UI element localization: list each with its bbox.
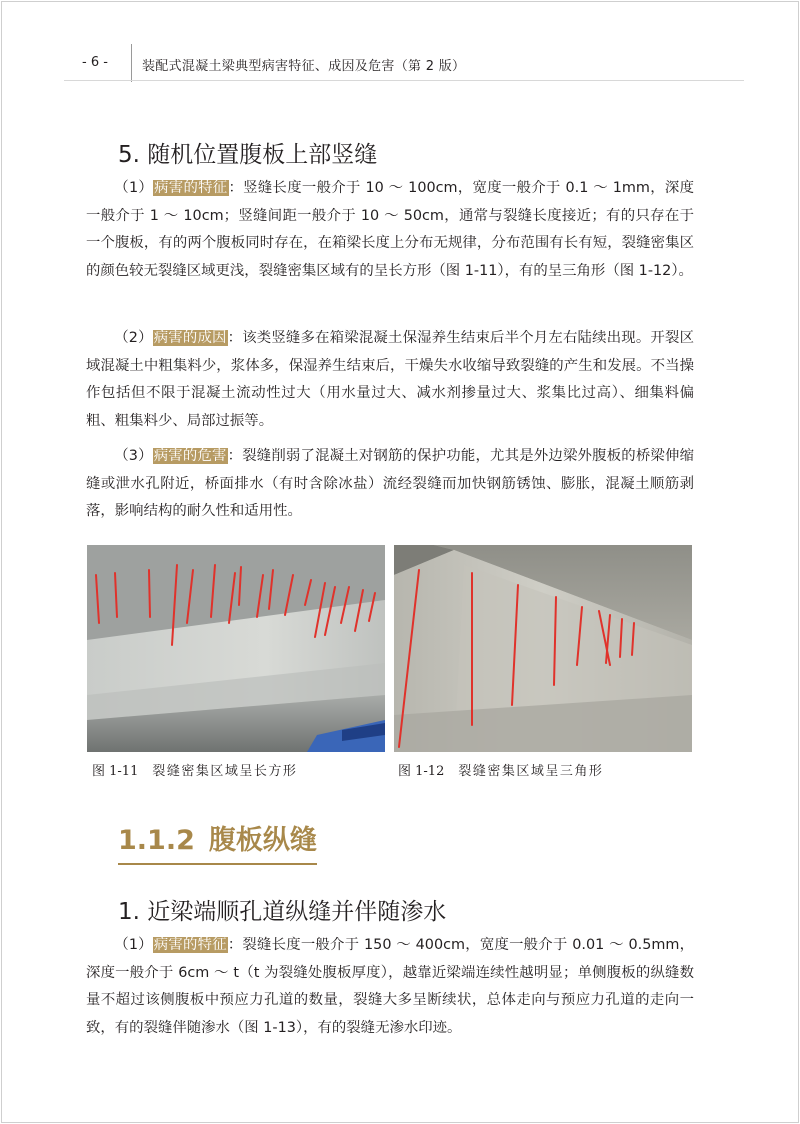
paragraph-text: ：裂缝长度一般介于 150 ～ 400cm，宽度一般介于 0.01 ～ 0.5mm，深度一般介于 6cm ～ t（t 为裂缝处腹板厚度），越靠近梁端连续性越明显；单侧腹板的纵缝数量不超过该侧腹板中预应力孔道的数量，裂缝大多呈断续状，总体走向与预应力孔道的走向一致，有的裂缝伴随渗水（图 1-13），有的裂缝无渗水印迹。 [86, 937, 695, 1036]
item-prefix: （1） [114, 937, 153, 953]
running-title: 装配式混凝土梁典型病害特征、成因及危害（第 2 版） [142, 59, 466, 74]
photo-figure-1-12 [394, 545, 692, 752]
paragraph-features-longitudinal [86, 932, 694, 1042]
figure-number: 图 1-11 [92, 764, 139, 779]
section-title-5: 5. 随机位置腹板上部竖缝 [118, 142, 378, 168]
header-rule [64, 80, 744, 81]
page-number: - 6 - [82, 55, 108, 70]
item-prefix: （2） [114, 330, 153, 346]
item-prefix: （1） [114, 180, 154, 196]
figure-caption-1-11 [92, 760, 297, 779]
label-features: 病害的特征 [153, 937, 227, 953]
paragraph-text: ：裂缝削弱了混凝土对钢筋的保护功能，尤其是外边梁外腹板的桥梁伸缩缝或泄水孔附近，桥面排水（有时含除冰盐）流经裂缝而加快钢筋锈蚀、膨胀，混凝土顺筋剥落，影响结构的耐久性和适用性。 [86, 448, 694, 519]
label-features: 病害的特征 [154, 180, 228, 196]
subsection-title: 腹板纵缝 [208, 825, 317, 856]
figure-number: 图 1-12 [398, 764, 445, 779]
header-divider [131, 44, 132, 82]
paragraph-causes [86, 325, 694, 435]
page-header [0, 0, 800, 90]
paragraph-hazards [86, 443, 694, 526]
figure-caption-text: 裂缝密集区域呈三角形 [458, 764, 604, 779]
label-causes: 病害的成因 [153, 330, 227, 346]
figure-caption-1-12 [398, 760, 603, 779]
subsection-number: 1.1.2 [118, 825, 195, 856]
paragraph-text: ：竖缝长度一般介于 10 ～ 100cm，宽度一般介于 0.1 ～ 1mm，深度一般介于 1 ～ 10cm；竖缝间距一般介于 10 ～ 50cm，通常与裂缝长度接近；有的只存在于一个腹板，有的两个腹板同时存在，在箱梁长度上分布无规律，分布范围有长有短，裂缝密集区的颜色较无裂缝区域更浅，裂缝密集区域有的呈长方形（图 1-11），有的呈三角形（图 1-12）。 [86, 180, 694, 279]
paragraph-features [86, 175, 694, 285]
section-title-1: 1. 近梁端顺孔道纵缝并伴随渗水 [118, 899, 447, 925]
figure-caption-text: 裂缝密集区域呈长方形 [152, 764, 298, 779]
item-prefix: （3） [114, 448, 153, 464]
label-hazards: 病害的危害 [153, 448, 227, 464]
photo-figure-1-11 [87, 545, 385, 752]
paragraph-text: ：该类竖缝多在箱梁混凝土保湿养生结束后半个月左右陆续出现。开裂区域混凝土中粗集料少，浆体多，保湿养生结束后，干燥失水收缩导致裂缝的产生和发展。不当操作包括但不限于混凝土流动性过大（用水量过大、减水剂掺量过大、浆集比过高）、细集料偏粗、粗集料少、局部过振等。 [86, 330, 694, 429]
subsection-heading [118, 818, 317, 865]
